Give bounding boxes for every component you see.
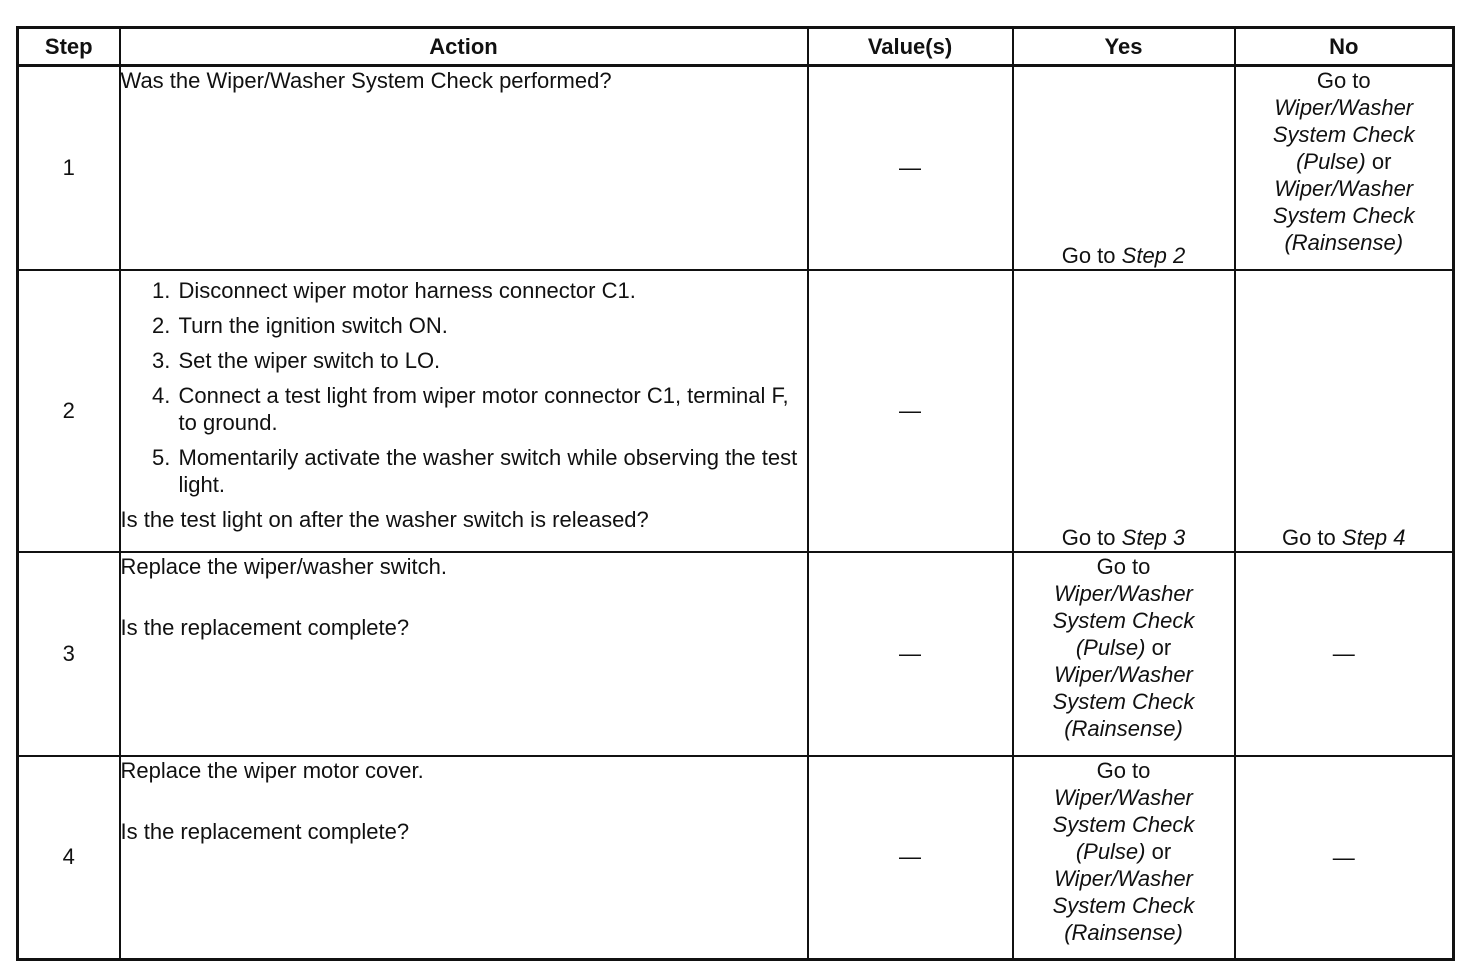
action-cell — [120, 756, 808, 960]
yes-prefix: Go to — [1096, 757, 1151, 783]
yes-link-line[interactable]: Wiper/Washer — [1054, 865, 1193, 891]
no-link-line[interactable]: System Check — [1272, 122, 1415, 147]
value-dash: — — [899, 154, 921, 180]
yes-cell — [1013, 756, 1235, 960]
action-steps-list — [121, 277, 807, 498]
yes-link-line[interactable]: System Check — [1052, 811, 1195, 837]
action-step-item: 2. Turn the ignition switch ON. — [177, 312, 807, 339]
no-cell — [1235, 756, 1454, 960]
header-step: Step — [18, 28, 120, 66]
yes-link-line[interactable]: Wiper/Washer — [1054, 661, 1193, 687]
yes-link-line[interactable]: Wiper/Washer — [1054, 784, 1193, 810]
yes-prefix: Go to — [1061, 524, 1116, 550]
value-cell — [808, 66, 1013, 270]
no-prefix: Go to — [1316, 68, 1371, 93]
no-link-line[interactable]: System Check — [1272, 203, 1415, 228]
no-cell — [1235, 552, 1454, 756]
value-cell — [808, 270, 1013, 552]
yes-cell — [1013, 270, 1235, 552]
step-number: 1 — [18, 66, 120, 270]
diagnostic-table — [16, 26, 1455, 961]
step-number: 4 — [18, 756, 120, 960]
no-prefix: Go to — [1281, 524, 1336, 550]
no-dash: — — [1332, 844, 1355, 870]
table-row — [18, 270, 1454, 552]
action-cell — [120, 66, 808, 270]
value-dash: — — [899, 844, 921, 870]
step-number: 3 — [18, 552, 120, 756]
action-step-item: 1. Disconnect wiper motor harness connector C1. — [177, 277, 807, 304]
yes-link[interactable]: Step 3 — [1121, 524, 1186, 550]
action-question: Is the replacement complete? — [120, 614, 410, 640]
yes-cell — [1013, 552, 1235, 756]
header-action: Action — [120, 28, 808, 66]
table-row — [18, 66, 1454, 270]
no-link-line[interactable]: Wiper/Washer — [1274, 176, 1414, 201]
action-step-item: 4. Connect a test light from wiper motor connector C1, terminal F, to ground. — [177, 382, 807, 436]
no-cell — [1235, 270, 1454, 552]
yes-link-line[interactable]: (Rainsense) — [1064, 919, 1183, 945]
action-question: Is the test light on after the washer switch is released? — [120, 506, 649, 532]
no-cell — [1235, 66, 1454, 270]
yes-link-line[interactable]: System Check — [1052, 892, 1195, 918]
yes-link[interactable]: Step 2 — [1121, 242, 1186, 268]
yes-link-line[interactable]: (Pulse) — [1075, 838, 1146, 864]
yes-prefix: Go to — [1061, 242, 1116, 268]
no-link-line[interactable]: (Pulse) — [1296, 149, 1366, 174]
header-row — [18, 28, 1454, 66]
no-link[interactable]: Step 4 — [1341, 524, 1406, 550]
value-cell — [808, 756, 1013, 960]
action-cell — [120, 270, 808, 552]
yes-link-line[interactable]: (Pulse) — [1075, 634, 1146, 660]
header-values: Value(s) — [808, 28, 1013, 66]
header-no: No — [1235, 28, 1454, 66]
table-row — [18, 552, 1454, 756]
value-cell — [808, 552, 1013, 756]
no-dash: — — [1332, 641, 1355, 666]
action-question: Is the replacement complete? — [120, 818, 410, 844]
yes-link-line[interactable]: (Rainsense) — [1064, 715, 1183, 741]
header-yes: Yes — [1013, 28, 1235, 66]
value-dash: — — [899, 397, 921, 423]
action-step-item: 3. Set the wiper switch to LO. — [177, 347, 807, 374]
table-row — [18, 756, 1454, 960]
no-link-line[interactable]: Wiper/Washer — [1274, 95, 1414, 120]
yes-link-line[interactable]: System Check — [1052, 607, 1195, 633]
yes-link-line[interactable]: Wiper/Washer — [1054, 580, 1193, 606]
action-instruction: Replace the wiper/washer switch. — [120, 553, 447, 579]
yes-link-line[interactable]: System Check — [1052, 688, 1195, 714]
yes-or: or — [1151, 634, 1172, 660]
no-link-line[interactable]: (Rainsense) — [1284, 230, 1404, 255]
action-step-item: 5. Momentarily activate the washer switch while observing the test light. — [177, 444, 807, 498]
step-number: 2 — [18, 270, 120, 552]
value-dash: — — [899, 640, 921, 666]
action-cell — [120, 552, 808, 756]
no-or: or — [1371, 149, 1392, 174]
action-question: Was the Wiper/Washer System Check performed? — [120, 68, 612, 93]
yes-or: or — [1151, 838, 1172, 864]
yes-cell — [1013, 66, 1235, 270]
action-instruction: Replace the wiper motor cover. — [120, 757, 424, 783]
yes-prefix: Go to — [1096, 553, 1151, 579]
